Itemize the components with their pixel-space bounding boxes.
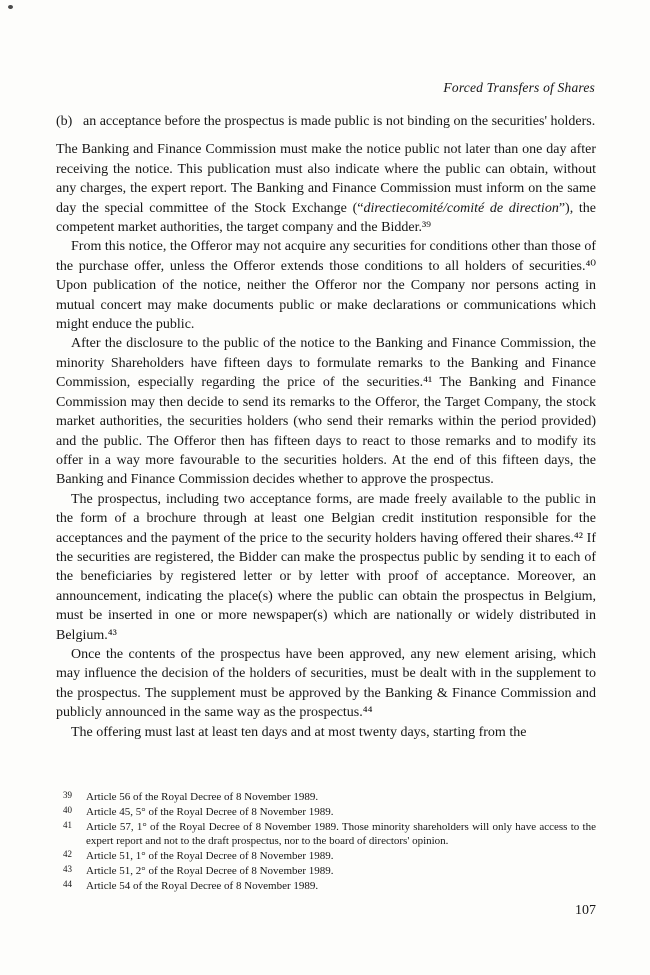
footnote-43-marker: 43 <box>63 863 72 874</box>
paragraph-1-italic-phrase: directiecomité/comité de direction <box>363 200 559 216</box>
footnote-43-text: Article 51, 2° of the Royal Decree of 8 November 1989. <box>86 864 334 877</box>
scan-speck <box>8 5 13 9</box>
running-header-title: Forced Transfers of Shares <box>443 80 595 95</box>
footnote-40 <box>56 805 596 820</box>
list-item-b <box>56 112 596 131</box>
footnote-41 <box>56 820 596 850</box>
footnote-39-text: Article 56 of the Royal Decree of 8 November 1989. <box>86 791 319 803</box>
footnote-39-marker: 39 <box>63 790 72 800</box>
paragraph-5: Once the contents of the prospectus have been approved, any new element arising, which may influence the decision of the holders of securities, must be dealt with in the supplement to the prospectus. The supplement must be approved by the Banking & Finance Commission and publicly announced in the same way as the prospectus.⁴⁴ <box>56 646 596 721</box>
footnote-39 <box>56 790 596 805</box>
footnote-43 <box>56 864 596 879</box>
footnote-41-marker: 41 <box>63 819 72 830</box>
footnote-42-text: Article 51, 1° of the Royal Decree of 8 November 1989. <box>86 850 334 863</box>
paragraph-2: From this notice, the Offeror may not acquire any securities for conditions other than those of the purchase offer, unless the Offeror extends those conditions to all holders of securities.⁴⁰ Upon publication of the notice, neither the Offeror nor the Company nor persons acting in mutual concert may make documents public or make declarations or communications which might enduce the public. <box>56 239 596 333</box>
footnote-44-marker: 44 <box>63 878 72 889</box>
paragraph-1-text: The Banking and Finance Commission must make the notice public not later than one day after receiving the notice. This publication must also indicate where the public can obtain, without any charges, the expert report. The Banking and Finance Commission must inform on the same day the special committee of the Stock Exchange (“ <box>56 142 596 216</box>
page-body <box>56 112 596 742</box>
paragraph-3: After the disclosure to the public of the notice to the Banking and Finance Commission, the minority Shareholders have fifteen days to formulate remarks to the Banking and Finance Commission, especially regarding the price of the securities.⁴¹ The Banking and Finance Commission may then decide to send its remarks to the Offeror, the Target Company, the stock market authorities, the securities holders (who send their remarks within the period provided) and the public. The Offeror then has fifteen days to react to those remarks and to modify its offer in a way more favourable to the securities holders. At the end of this fifteen days, the Banking and Finance Commission decides whether to approve the prospectus. <box>56 336 596 488</box>
footnote-40-text: Article 45, 5° of the Royal Decree of 8 November 1989. <box>86 805 334 818</box>
footnote-42-marker: 42 <box>63 849 72 860</box>
paragraph-1-text-continued: ”), the competent market authorities, the target company and the Bidder.³⁹ <box>56 200 596 236</box>
footnote-44-text: Article 54 of the Royal Decree of 8 November 1989. <box>86 879 319 892</box>
list-item-b-text: an acceptance before the prospectus is made public is not binding on the securities' holders. <box>83 114 596 129</box>
footnote-42 <box>56 849 596 864</box>
footnote-40-marker: 40 <box>63 804 72 815</box>
footnote-41-text: Article 57, 1° of the Royal Decree of 8 November 1989. Those minority shareholders will only have access to the expert report and not to the draft prospectus, nor to the board of directors' opinion. <box>86 820 596 848</box>
paragraph-6: The offering must last at least ten days and at most twenty days, starting from the <box>71 724 527 740</box>
running-header <box>443 80 595 96</box>
footnotes-section <box>56 790 596 894</box>
page-number: 107 <box>575 903 596 918</box>
paragraph-4: The prospectus, including two acceptance forms, are made freely available to the public in the form of a brochure through at least one Belgian credit institution responsible for the acceptances and the payment of the price to the security holders having offered their shares.⁴² If the securities are registered, the Bidder can make the prospectus public by sending it to each of the beneficiaries by registered letter or by letter with proof of acceptance. Moreover, an announcement, indicating the place(s) where the public can obtain the prospectus in Belgium, must be inserted in one or more newspaper(s) which are nationally or widely distributed in Belgium.⁴³ <box>56 491 596 643</box>
paragraph-1 <box>56 140 596 237</box>
footnote-44 <box>56 879 596 894</box>
list-item-b-marker: (b) <box>56 114 73 129</box>
